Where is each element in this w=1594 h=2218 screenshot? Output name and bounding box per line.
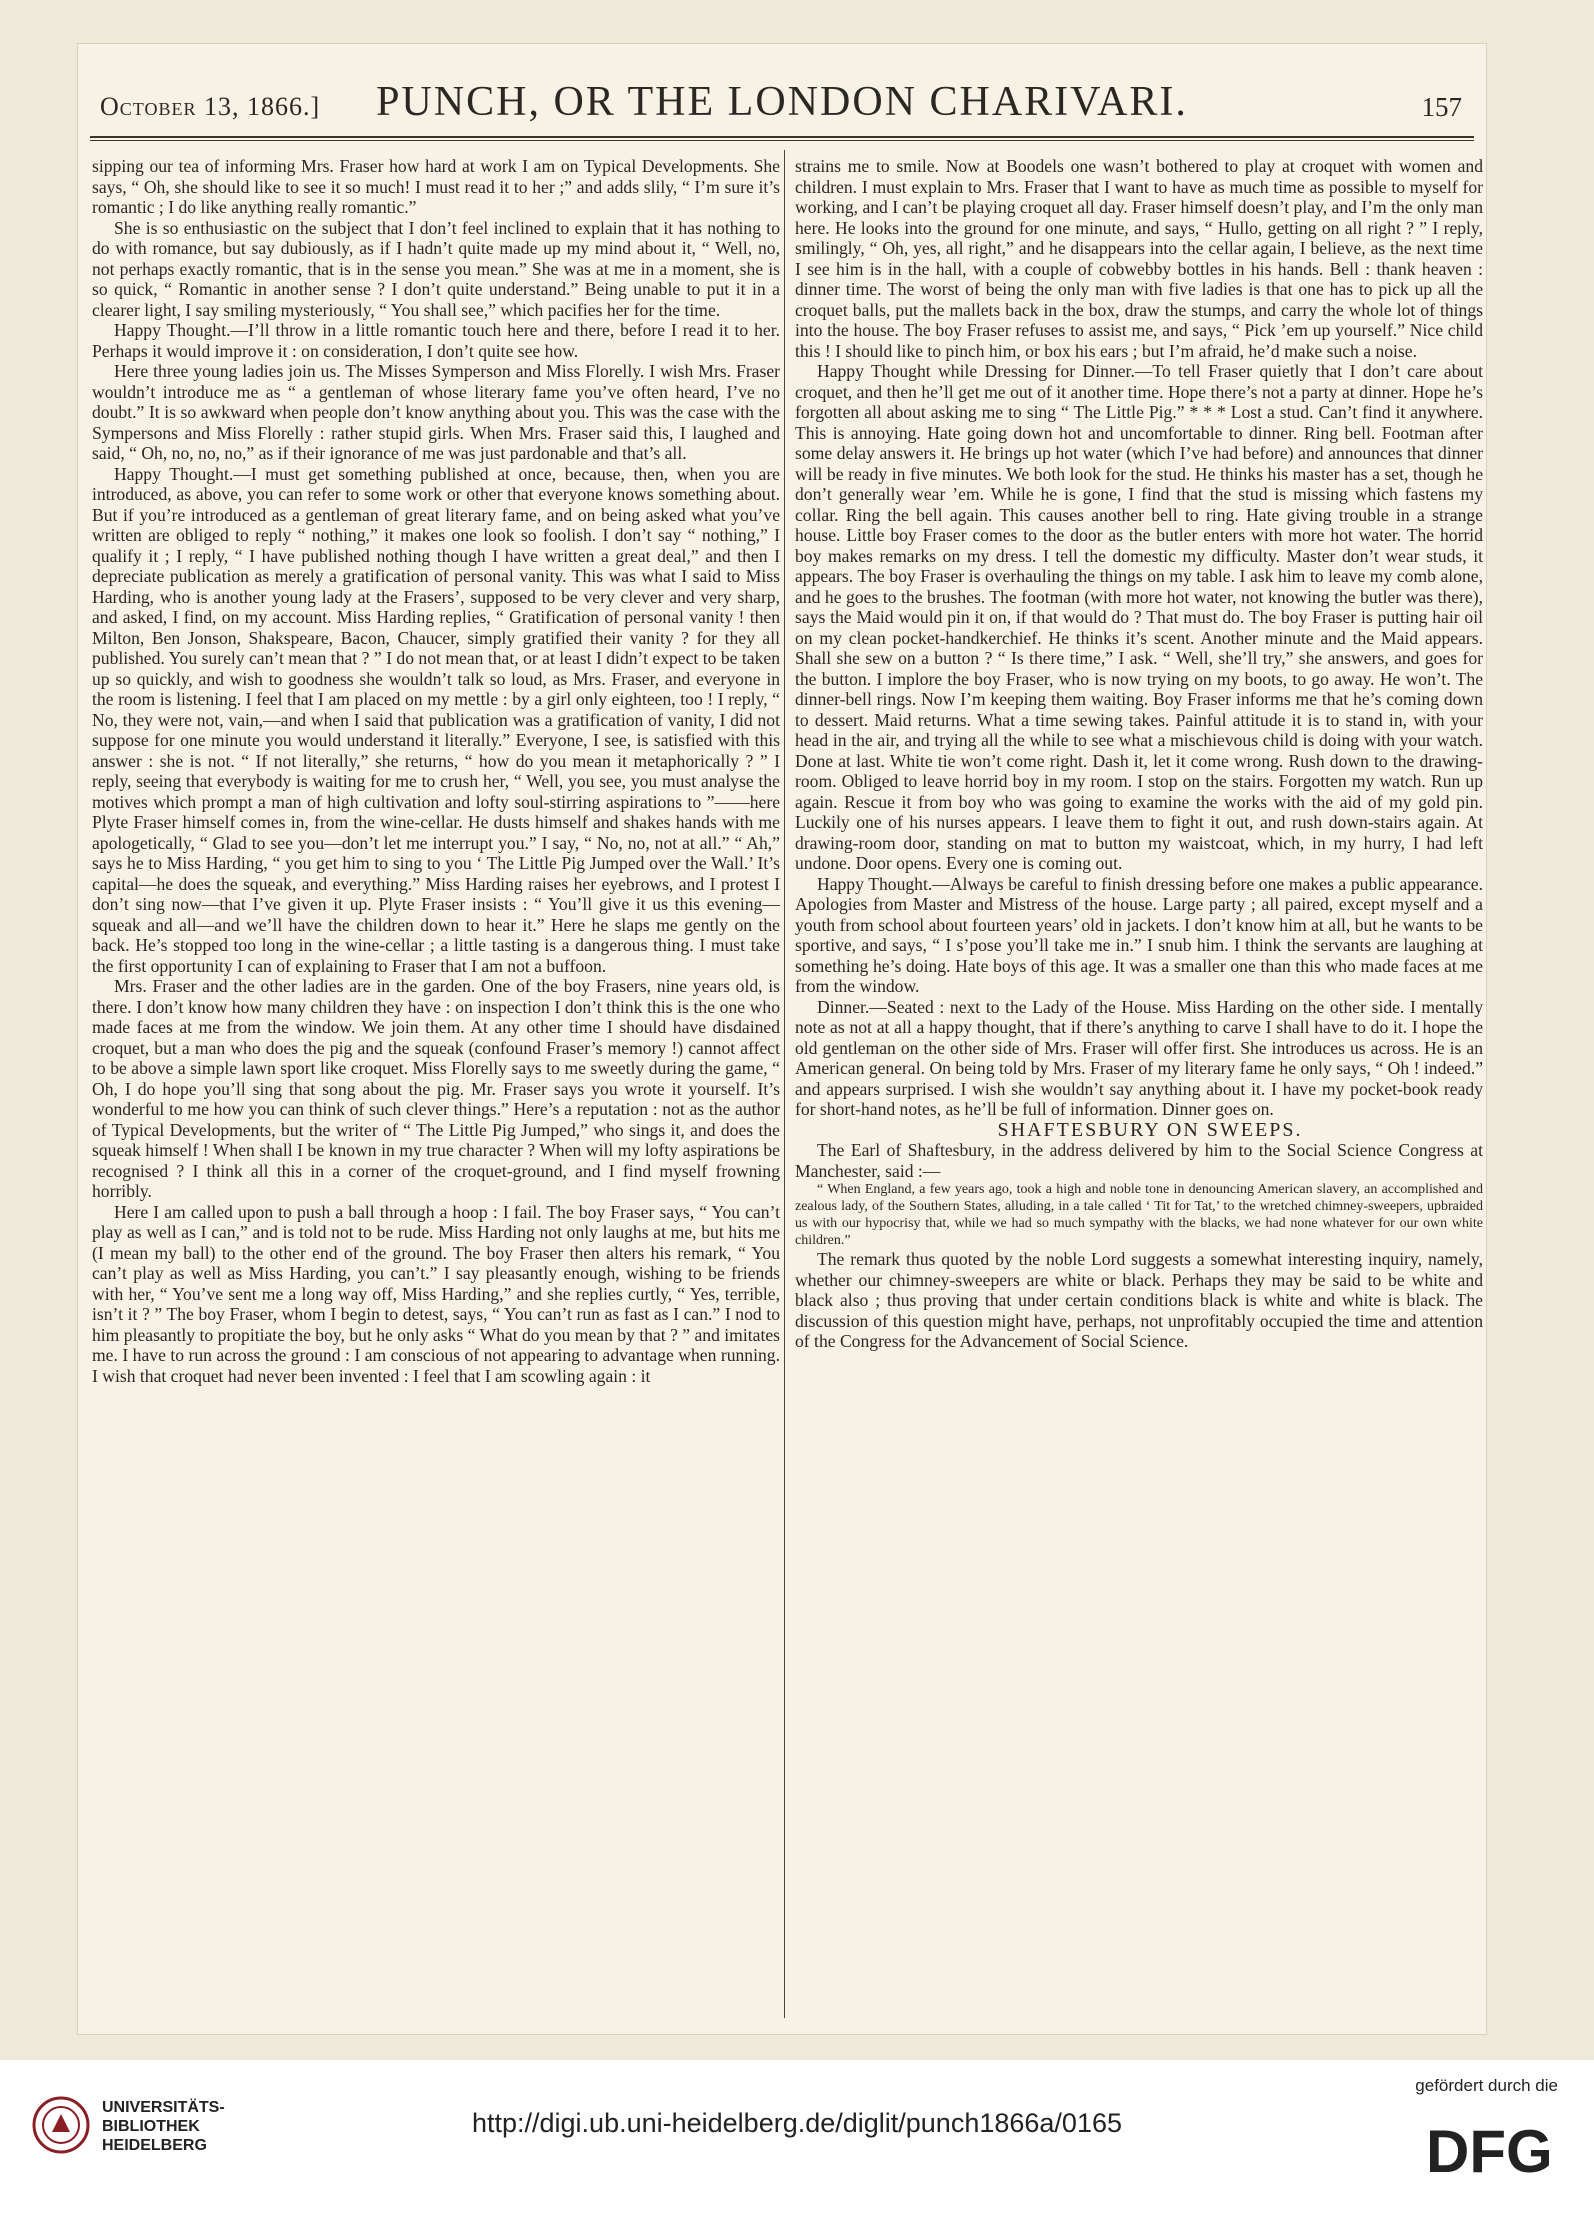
digitization-footer — [0, 2060, 1594, 2218]
paragraph: strains me to smile. Now at Boodels one wasn’t bothered to play at croquet with women and children. I must explain to Mrs. Fraser that I want to have as much time as possible to myself for working, and I can’t be playing croquet all day. Fraser himself doesn’t play, and I’m the only man here. He looks into the ground for one minute, and says, “ Hullo, getting on all right ? ” I reply, smilingly, “ Oh, yes, all right,” and he disappears into the cellar again, I believe, as the next time I see him is in the hall, with a couple of cobwebby bottles in his hands. Bell : thank heaven : dinner time. The worst of being the only man with five ladies is that one has to pick up all the croquet balls, put the mallets back in the box, draw the stumps, and carry the whole lot of things into the house. The boy Fraser refuses to assist me, and says, “ Pick ’em up yourself.” Nice child this ! I should like to pinch him, or box his ears ; but I’m afraid, he’d make such a noise. — [795, 156, 1483, 361]
article-intro: The Earl of Shaftesbury, in the address delivered by him to the Social Science Congress at Manchester, said :— — [795, 1140, 1483, 1181]
publication-title: PUNCH, OR THE LONDON CHARIVARI. — [376, 79, 1188, 125]
article-title: SHAFTESBURY ON SWEEPS. — [997, 1118, 1303, 1141]
institution-line: HEIDELBERG — [102, 2137, 207, 2154]
paragraph: sipping our tea of informing Mrs. Fraser how hard at work I am on Typical Developments. She says, “ Oh, she should like to see it so much! I must read it to her ;” and adds slily, “ I’m sure it’s romantic ; I do like anything really romantic.” — [92, 156, 780, 217]
left-column — [92, 156, 780, 2016]
funded-by-label: gefördert durch die — [1415, 2076, 1558, 2095]
paragraph: Happy Thought while Dressing for Dinner.—To tell Fraser quietly that I don’t care about croquet, and then he’ll get me out of it another time. Hope there’s not a party at dinner. Hope he’s forgotten all about asking me to sing “ The Little Pig.” * * * Lost a stud. Can’t find it anywhere. This is annoying. Hate going down hot and uncomfortable to dinner. Ring bell. Footman after some delay answers it. He brings up hot water (which I’ve had before) and announces that dinner will be ready in five minutes. We both look for the stud. He thinks his master has a set, though he don’t generally wear ’em. While he is gone, I find that the stud is missing which fastens my collar. Ring the bell again. This causes another bell to ring. Hate giving trouble in a strange house. Little boy Fraser comes to the door as the butler enters with more hot water. The horrid boy makes remarks on my dress. I tell the domestic my difficulty. Master don’t wear studs, it appears. The boy Fraser is overhauling the things on my table. I ask him to leave my comb alone, and he goes to the brushes. The footman (with more hot water, not knowing the butler was there), says the Maid would pin it on, if that would do ? That must do. The boy Fraser is putting hair oil on my clean pocket-handkerchief. He thinks it’s scent. Another minute and the Maid appears. Shall she sew on a button ? “ Is there time,” I ask. “ Well, she’ll try,” she answers, and goes for the button. I implore the boy Fraser, who is now trying on my boots, to go away. He won’t. The dinner-bell rings. Now I’m keeping them waiting. Boy Fraser informs me that he’s coming down to dessert. Maid returns. What a time sewing takes. Painful attitude it is to stand in, with your head in the air, and trying all the while to see what a mischievous child is doing with your watch. Done at last. White tie won’t come right. Dash it, let it come wrong. Rush down to the drawing-room. Obliged to leave horrid boy in my room. I stop on the stairs. Forgotten my watch. Run up again. Rescue it from boy who was going to examine the works with the aid of my gold pin. Luckily one of his nurses appears. I leave them to fight it out, and rush down-stairs again. At drawing-room door, standing on mat to button my waistcoat, which, in my hurry, I had left undone. Door opens. Every one is coming out. — [795, 361, 1483, 873]
newspaper-page — [78, 44, 1486, 2034]
paragraph: Here I am called upon to push a ball through a hoop : I fail. The boy Fraser says, “ You can’t play as well as I can,” and is told not to be rude. Miss Harding not only laughs at me, but hits me (I mean my ball) to the other end of the ground. The boy Fraser then alters his remark, “ You can’t play as well as Miss Harding, you can’t.” I say pleasantly enough, wishing to be friends with her, “ You’ve sent me a long way off, Miss Harding,” and she replies curtly, “ Yes, terrible, isn’t it ? ” The boy Fraser, whom I begin to detest, says, “ You can’t run as fast as I can.” I nod to him pleasantly to propitiate the boy, but he only asks “ What do you mean by that ? ” and imitates me. I have to run across the ground : I am conscious of not appearing to advantage when running. I wish that croquet had never been invented : I feel that I am scowling again : it — [92, 1201, 780, 1386]
paragraph: Happy Thought.—I must get something published at once, because, then, when you are introduced, as above, you can refer to some work or other that everyone knows something about. But if you’re introduced as a gentleman of great literary fame, and on being asked what you’ve written are obliged to reply “ nothing,” it makes one look so foolish. I don’t say “ nothing,” I qualify it ; I reply, “ I have published nothing though I have written a great deal,” and then I depreciate publication as merely a gratification of personal vanity. This was what I said to Miss Harding, who is another young lady at the Frasers’, supposed to be very clever and very sharp, and asked, I find, on my account. Miss Harding replies, “ Gratification of personal vanity ! then Milton, Ben Jonson, Shakspeare, Bacon, Chaucer, simply gratified their vanity ? for they all published. You surely can’t mean that ? ” I do not mean that, or at least I didn’t expect to be taken up so quickly, and wish to goodness she wouldn’t talk so loud, as Mrs. Fraser, and everyone in the room is listening. I feel that I am placed on my mettle : by a girl only eighteen, too ! I reply, “ No, they were not, vain,—and when I said that publication was a gratification of vanity, I did not suppose for one minute you would understand it literally.” Everyone, I see, is satisfied with this answer : she is not. “ If not literally,” she returns, “ how do you mean it metaphorically ? ” I reply, seeing that everybody is waiting for me to crush her, “ Well, you see, you must analyse the motives which prompt a man of high cultivation and lofty soul-stirring aspirations to ”——here Plyte Fraser himself comes in, from the wine-cellar. He dusts himself and shakes hands with me apologetically, “ Glad to see you—don’t let me interrupt you.” I say, “ No, no, not at all.” “ Ah,” says he to Miss Harding, “ you get him to sing to you ‘ The Little Pig Jumped over the Wall.’ It’s capital—he does the squeak, and everything.” Miss Harding raises her eyebrows, and I protest I don’t sing now—that I’ve given it up. Plyte Fraser insists : “ You’ll give it us this evening—squeak and all—and we’ll have the children down to hear it.” Here he slaps me gently on the back. He’s stopped too long in the wine-cellar ; a little tasting is a dangerous thing. I must take the first opportunity I can of explaining to Fraser that I am not a buffoon. — [92, 463, 780, 976]
issue-date: October 13, 1866.] — [100, 92, 321, 121]
paragraph: Happy Thought.—I’ll throw in a little romantic touch here and there, before I read it to her. Perhaps it would improve it : on consideration, I don’t quite see how. — [92, 320, 780, 361]
column-divider — [784, 150, 785, 2018]
page-number: 157 — [1421, 92, 1462, 122]
header-rule-thin — [90, 140, 1474, 141]
source-link[interactable]: http://digi.ub.uni-heidelberg.de/diglit/punch1866a/0165 — [471, 2108, 1122, 2138]
dfg-logo-icon — [1426, 2120, 1558, 2180]
paragraph: Dinner.—Seated : next to the Lady of the House. Miss Harding on the other side. I mentally note as not at all a happy thought, that if there’s anything to carve I shall have to do it. I hope the old gentleman on the other side of Mrs. Fraser will offer first. She introduces us across. He is an American general. On being told by Mrs. Fraser of my literary fame he only says, “ Oh ! indeed.” and appears surprised. I wish she wouldn’t say anything about it. I have my pocket-book ready for short-hand notes, as he’ll be full of information. Dinner goes on. — [795, 996, 1483, 1119]
article-body: The remark thus quoted by the noble Lord suggests a somewhat interesting inquiry, namely, whether our chimney-sweepers are white or black. Perhaps they may be said to be white and black also ; thus proving that under certain conditions black is white and white is black. The discussion of this question might have, perhaps, not unprofitably occupied the time and attention of the Congress for the Advancement of Social Science. — [795, 1249, 1483, 1351]
paragraph: Mrs. Fraser and the other ladies are in the garden. One of the boy Frasers, nine years old, is there. I don’t know how many children they have : on inspection I don’t think this is the one who made faces at me from the window. We join them. At any other time I should have disdained croquet, but a man who does the pig and the squeak (confound Fraser’s memory !) cannot affect to be above a simple lawn sport like croquet. Miss Florelly says to me sweetly during the game, “ Oh, I do hope you’ll sing that song about the pig. Mr. Fraser says you wrote it yourself. It’s wonderful to me how you can think of such clever things.” Here’s a reputation : not as the author of Typical Developments, but the writer of “ The Little Pig Jumped,” who sings it, and does the squeak himself ! When shall I be known in my true character ? When will my lofty aspirations be recognised ? I think all this in a corner of the croquet-ground, and I find myself frowning horribly. — [92, 976, 780, 1201]
right-column — [795, 156, 1483, 2016]
header-rule — [90, 136, 1474, 138]
institution-line: BIBLIOTHEK — [102, 2118, 200, 2135]
article-quote: “ When England, a few years ago, took a high and noble tone in denouncing American slavery, an accomplished and zealous lady, of the Southern States, alluding, in a tale called ‘ Tit for Tat,’ to the wretched chimney-sweepers, upbraided us with our hypocrisy that, while we had so much sympathy with the blacks, we had none whatever for our own white children.” — [795, 1182, 1483, 1248]
paragraph: Here three young ladies join us. The Misses Symperson and Miss Florelly. I wish Mrs. Fraser wouldn’t introduce me as “ a gentleman of whose literary fame you’ve often heard, I’ve no doubt.” It is so awkward when people don’t know anything about you. This was the case with the Sympersons and Miss Florelly : rather stupid girls. When Mrs. Fraser said this, I laughed and said, “ Oh, no, no, no,” as if their ignorance of me was just pardonable and that’s all. — [92, 361, 780, 463]
svg-text:DFG: DFG — [1426, 2120, 1553, 2180]
paragraph: She is so enthusiastic on the subject that I don’t feel inclined to explain that it has nothing to do with romance, but say dubiously, as if I hadn’t quite made up my mind about it, “ Well, no, not perhaps exactly romantic, that is in the sense you mean.” She was at me in a moment, she is so quick, “ Romantic in another sense ? I don’t quite understand.” Being unable to put it in a clearer light, I say smiling mysteriously, “ You shall see,” which pacifies her for the time. — [92, 217, 780, 320]
paragraph: Happy Thought.—Always be careful to finish dressing before one makes a public appearance. Apologies from Master and Mistress of the house. Large party ; all paired, except myself and a youth from school about fourteen years’ old in jackets. I don’t know him at all, but he wants to be sportive, and says, “ I s’pose you’ll take me in.” I snub him. I think the servants are laughing at something he’s doing. Hate boys of this age. It was a smaller one than this who made faces at me from the window. — [795, 873, 1483, 996]
institution-line: UNIVERSITÄTS- — [102, 2099, 225, 2116]
page-header — [90, 66, 1474, 130]
